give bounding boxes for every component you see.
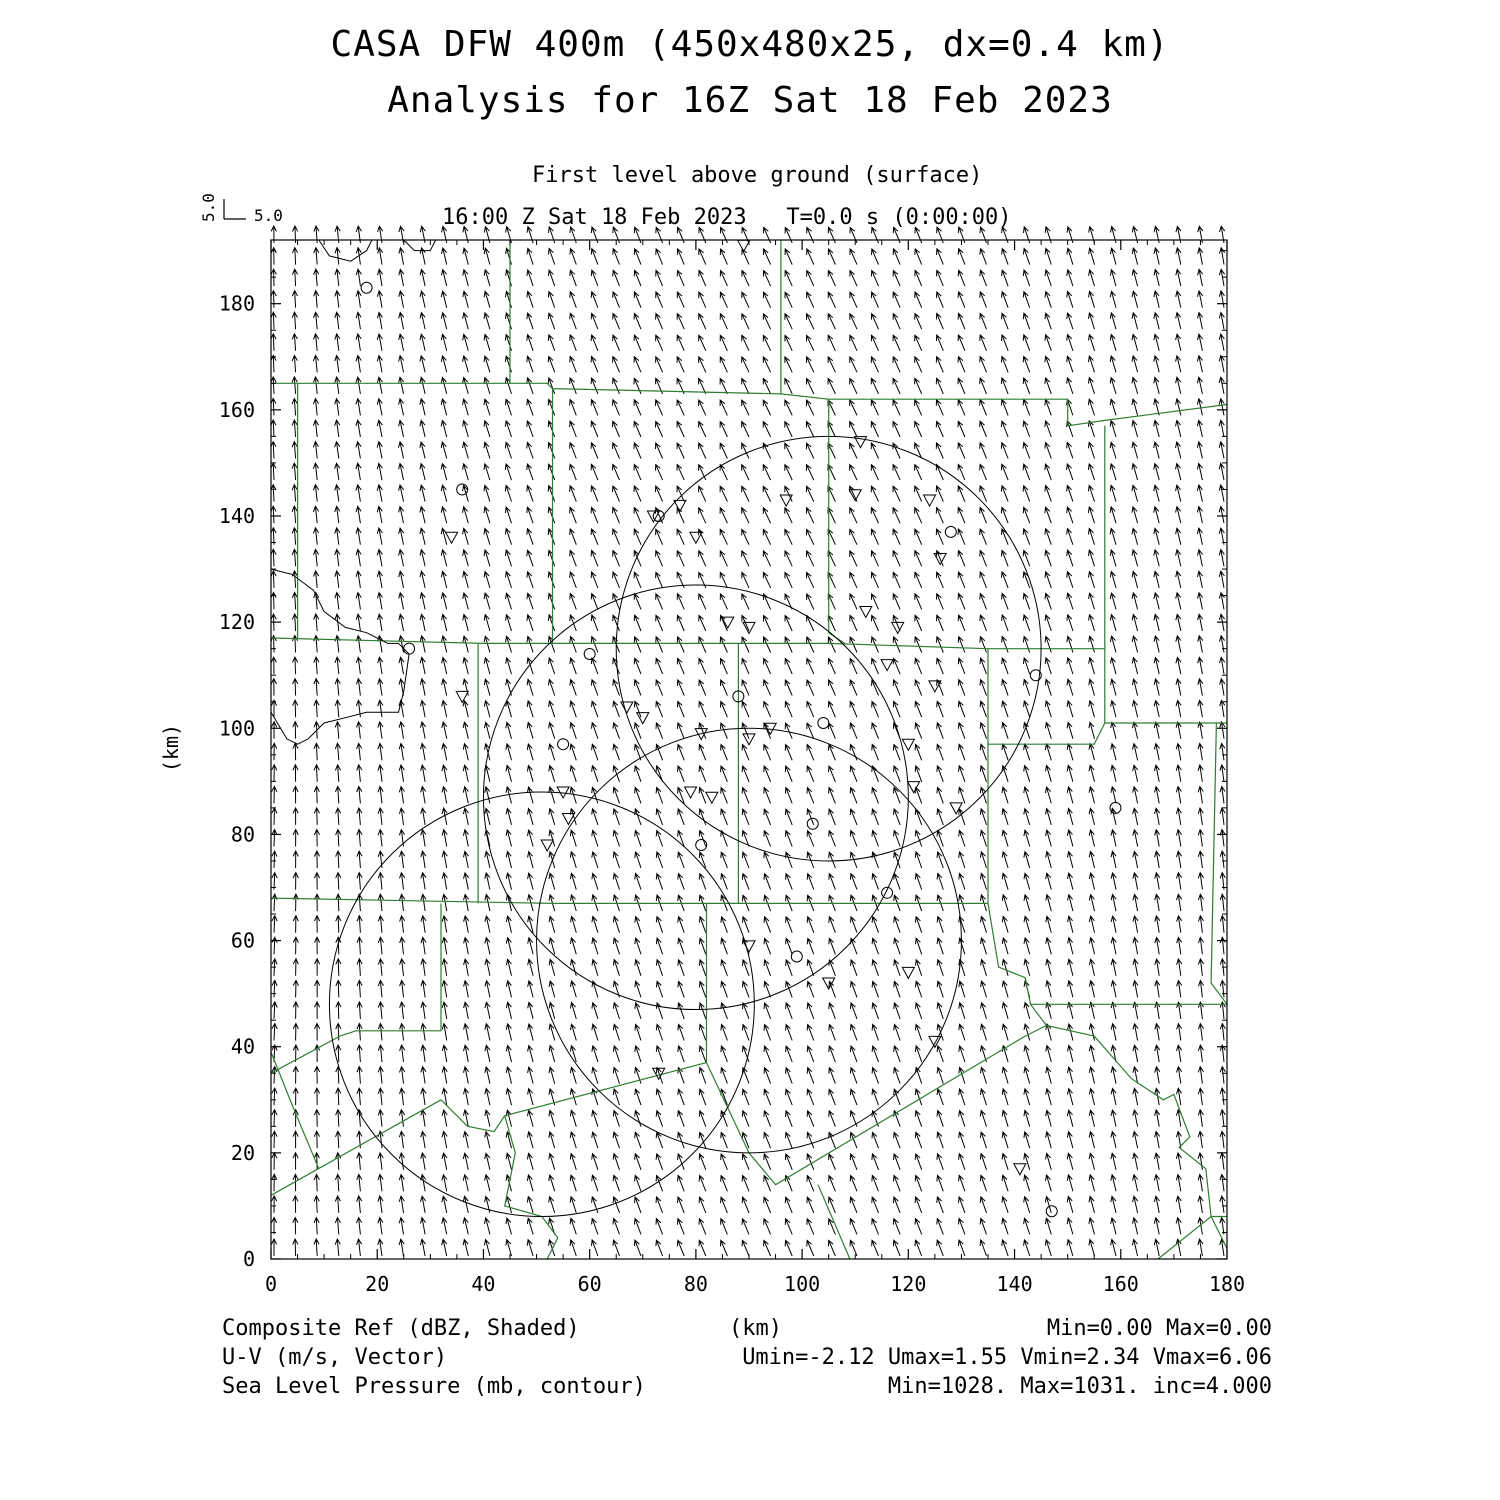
- station-triangle-marker: [902, 739, 914, 750]
- county-boundaries: [271, 240, 1227, 1259]
- county-boundary: [271, 383, 1068, 399]
- wind-vector-field: [271, 226, 1226, 1256]
- station-triangle-marker: [1014, 1164, 1026, 1175]
- radar-range-ring: [483, 585, 908, 1010]
- station-triangle-marker: [621, 702, 633, 713]
- chart-title-line1: CASA DFW 400m (450x480x25, dx=0.4 km): [330, 24, 1170, 65]
- station-triangle-marker: [849, 490, 861, 501]
- station-circle-marker: [945, 526, 956, 537]
- legend-reflectivity-range: Min=0.00 Max=0.00: [1046, 1316, 1272, 1341]
- station-triangle-marker: [685, 787, 697, 798]
- station-circle-marker: [361, 282, 372, 293]
- y-tick-label: 120: [218, 610, 255, 635]
- county-boundary: [818, 1185, 850, 1259]
- county-boundary: [1158, 1217, 1227, 1260]
- y-tick-label: 100: [218, 716, 255, 741]
- county-boundary: [1031, 1004, 1228, 1216]
- county-boundary: [1068, 399, 1227, 426]
- y-tick-label: 40: [230, 1034, 255, 1059]
- station-triangle-marker: [892, 622, 904, 633]
- x-tick-label: 40: [471, 1272, 496, 1296]
- station-circle-marker: [807, 818, 818, 829]
- station-triangle-marker: [929, 681, 941, 692]
- county-boundary: [340, 903, 441, 1036]
- station-circle-marker: [1046, 1206, 1057, 1217]
- legend-pressure: Sea Level Pressure (mb, contour): [222, 1374, 646, 1399]
- y-tick-label: 80: [230, 822, 255, 847]
- station-circle-marker: [584, 648, 595, 659]
- x-tick-label: 20: [365, 1272, 390, 1296]
- station-circle-marker: [457, 484, 468, 495]
- y-tick-label: 60: [230, 928, 255, 953]
- vector-key-u-label: 5.0: [254, 206, 283, 225]
- vector-key-v-label: 5.0: [199, 193, 218, 222]
- station-triangle-marker: [924, 495, 936, 506]
- station-circle-marker: [818, 717, 829, 728]
- y-tick-label: 140: [218, 503, 255, 528]
- station-triangle-marker: [637, 713, 649, 724]
- station-triangle-marker: [541, 840, 553, 851]
- station-triangle-marker: [738, 240, 750, 251]
- station-triangle-marker: [743, 734, 755, 745]
- x-tick-label: 160: [1102, 1272, 1139, 1296]
- county-boundary: [505, 1063, 707, 1116]
- vector-key: [199, 193, 283, 225]
- station-triangle-marker: [902, 967, 914, 978]
- station-circle-marker: [791, 951, 802, 962]
- pressure-contour: [319, 240, 372, 261]
- y-axis-label: (km): [159, 723, 183, 773]
- legend-reflectivity: Composite Ref (dBZ, Shaded): [222, 1316, 580, 1341]
- x-tick-label: 100: [784, 1272, 821, 1296]
- chart-title-line2: Analysis for 16Z Sat 18 Feb 2023: [387, 80, 1113, 121]
- station-triangle-marker: [881, 660, 893, 671]
- station-circle-marker: [404, 643, 415, 654]
- y-tick-label: 180: [218, 291, 255, 316]
- x-tick-label: 180: [1208, 1272, 1246, 1296]
- y-tick-label: 160: [218, 397, 255, 422]
- x-axis: [265, 240, 1245, 1296]
- x-axis-label: (km): [729, 1316, 782, 1341]
- y-tick-label: 20: [230, 1140, 255, 1165]
- x-tick-label: 80: [683, 1272, 708, 1296]
- county-boundary: [441, 1100, 505, 1132]
- legend-pressure-range: Min=1028. Max=1031. inc=4.000: [887, 1374, 1272, 1399]
- station-circle-marker: [558, 739, 569, 750]
- x-tick-label: 60: [577, 1272, 602, 1296]
- time-label: 16:00 Z Sat 18 Feb 2023 T=0.0 s (0:00:00): [442, 205, 1012, 230]
- county-boundary: [271, 1036, 340, 1073]
- y-tick-label: 0: [242, 1247, 255, 1271]
- legend-wind-vectors: U-V (m/s, Vector): [222, 1345, 448, 1370]
- level-label: First level above ground (surface): [532, 163, 983, 188]
- radar-range-ring: [329, 792, 754, 1217]
- station-triangle-marker: [929, 1036, 941, 1047]
- station-triangle-marker: [706, 792, 718, 803]
- y-axis: [219, 251, 1227, 1271]
- county-boundary: [505, 1116, 558, 1259]
- legend-wind-range: Umin=-2.12 Umax=1.55 Vmin=2.34 Vmax=6.06: [742, 1345, 1272, 1370]
- wind-vectors: [271, 226, 1226, 1256]
- x-tick-label: 0: [264, 1272, 278, 1296]
- station-triangle-marker: [690, 532, 702, 543]
- station-triangle-marker: [743, 622, 755, 633]
- station-triangle-marker: [456, 691, 468, 702]
- pressure-contour: [271, 569, 409, 744]
- station-triangle-marker: [446, 532, 458, 543]
- x-tick-label: 140: [996, 1272, 1033, 1296]
- x-tick-label: 120: [890, 1272, 927, 1296]
- county-boundary: [829, 399, 845, 643]
- county-boundary: [988, 903, 1227, 1004]
- county-boundary: [1105, 426, 1227, 723]
- station-triangle-marker: [908, 782, 920, 793]
- station-triangle-marker: [860, 607, 872, 618]
